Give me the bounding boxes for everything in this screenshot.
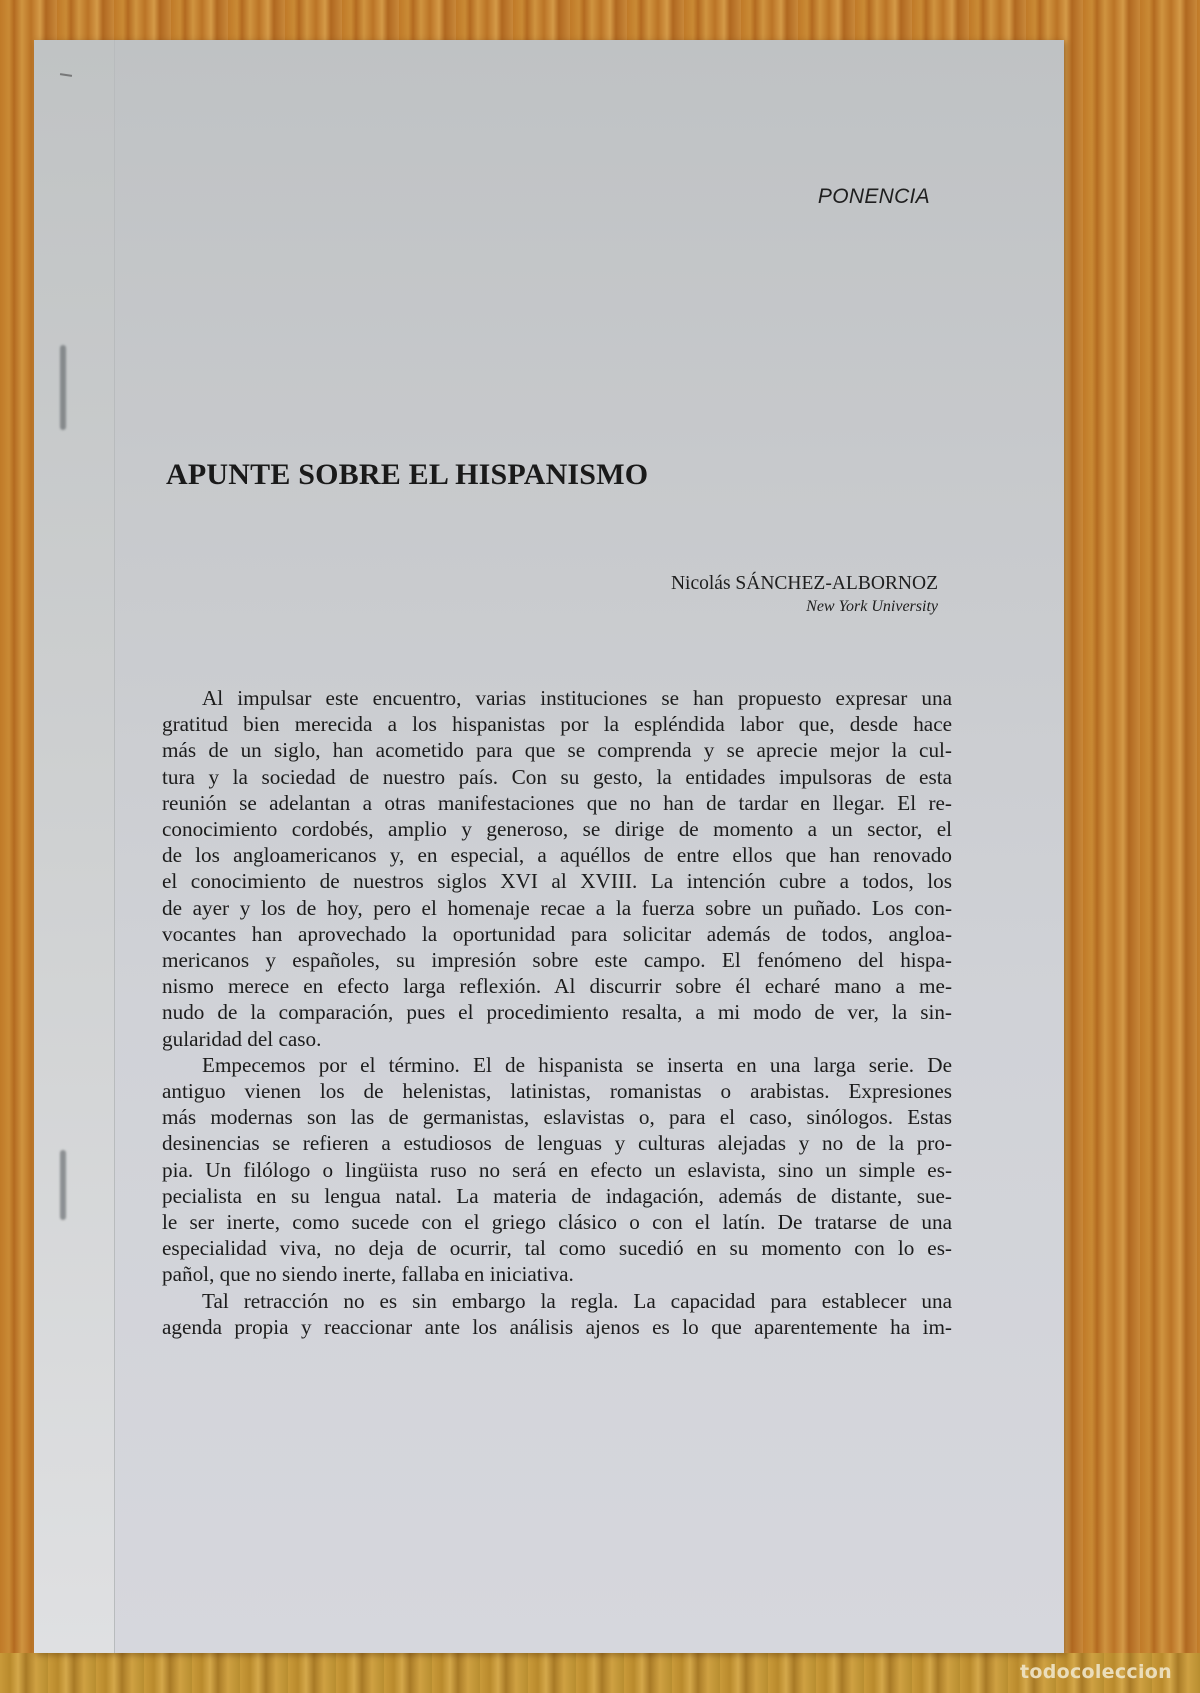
text-line: conocimiento cordobés, amplio y generoso, se dirige de momento a un sector, el: [162, 817, 952, 842]
text-line: pecialista en su lengua natal. La materia de indagación, además de distante, sue-: [162, 1183, 952, 1208]
paragraph-2: [162, 1052, 952, 1288]
staple-mark-bottom: [60, 1150, 66, 1220]
author-block: [671, 571, 938, 617]
article-body: [162, 685, 952, 1340]
paragraph-3: [162, 1288, 952, 1340]
binding-strip: [34, 40, 115, 1653]
text-line: gularidad del caso.: [162, 1026, 322, 1051]
text-line: vocantes han aprovechado la oportunidad para solicitar además de todos, angloa-: [162, 921, 952, 946]
text-line: mericanos y españoles, su impresión sobre este campo. El fenómeno del hispa-: [162, 948, 952, 973]
text-line: de los angloamericanos y, en especial, a aquéllos de entre ellos que han renovado: [162, 843, 952, 868]
text-line: más modernas son las de germanistas, eslavistas o, para el caso, sinólogos. Estas: [162, 1105, 952, 1130]
text-line: le ser inerte, como sucede con el griego clásico o con el latín. De tratarse de una: [162, 1210, 952, 1235]
text-line: reunión se adelantan a otras manifestaciones que no han de tardar en llegar. El re-: [162, 790, 952, 815]
article-title: APUNTE SOBRE EL HISPANISMO: [166, 458, 649, 491]
text-line: agenda propia y reaccionar ante los análisis ajenos es lo que aparentemente ha im-: [162, 1314, 952, 1339]
text-line: antiguo vienen los de helenistas, latinistas, romanistas o arabistas. Expresiones: [162, 1079, 952, 1104]
text-line: Al impulsar este encuentro, varias instituciones se han propuesto expresar una: [202, 686, 952, 710]
text-line: pañol, que no siendo inerte, fallaba en iniciativa.: [162, 1262, 574, 1287]
author-affiliation: New York University: [806, 598, 938, 615]
text-line: nismo merece en efecto larga reflexión. Al discurrir sobre él echaré mano a me-: [162, 974, 952, 999]
text-line: pia. Un filólogo o lingüista ruso no será en efecto un eslavista, sino un simple es-: [162, 1157, 952, 1182]
paragraph-1: [162, 685, 952, 1052]
text-line: especialidad viva, no deja de ocurrir, tal como sucedió en su momento con lo es-: [162, 1236, 952, 1261]
staple-mark-top: [60, 345, 66, 430]
text-line: nudo de la comparación, pues el procedimiento resalta, a mi modo de ver, la sin-: [162, 1000, 952, 1025]
author-name: Nicolás SÁNCHEZ-ALBORNOZ: [670, 573, 938, 594]
text-line: de ayer y los de hoy, pero el homenaje recae a la fuerza sobre un puñado. Los con-: [162, 895, 952, 920]
text-line: gratitud bien merecida a los hispanistas por la espléndida labor que, desde hace: [162, 712, 952, 737]
text-line: más de un siglo, han acometido para que se comprenda y se aprecie mejor la cul-: [162, 738, 952, 763]
text-line: Empecemos por el término. El de hispanista se inserta en una larga serie. De: [202, 1052, 952, 1077]
text-line: Tal retracción no es sin embargo la regla. La capacidad para establecer una: [202, 1288, 952, 1313]
text-line: desinencias se refieren a estudiosos de lenguas y culturas alejadas y no de la pro-: [162, 1131, 952, 1156]
watermark-logo: todocoleccion: [1019, 1661, 1172, 1683]
section-label: PONENCIA: [817, 185, 930, 208]
text-line: el conocimiento de nuestros siglos XVI al XVIII. La intención cubre a todos, los: [162, 869, 952, 894]
text-line: tura y la sociedad de nuestro país. Con su gesto, la entidades impulsoras de esta: [162, 764, 952, 789]
